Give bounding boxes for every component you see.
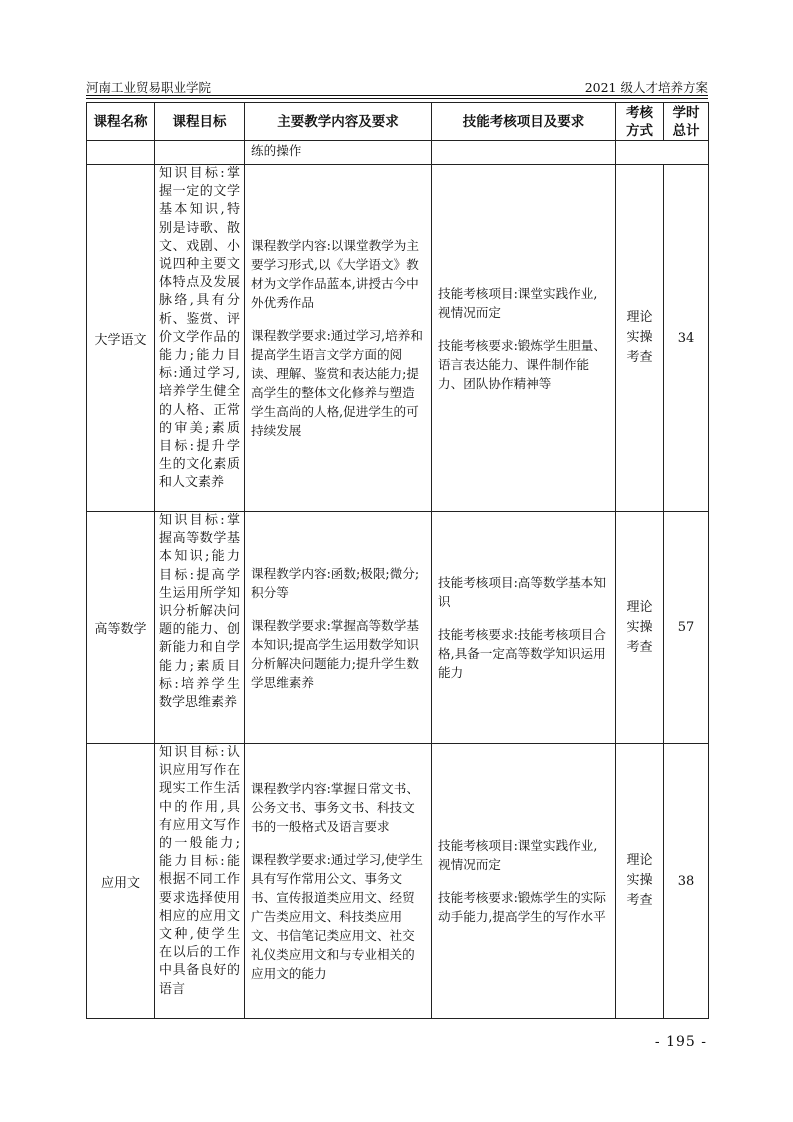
- course-content: 课程教学内容:以课堂教学为主要学习形式,以《大学语文》教材为文学作品蓝本,讲授古今中外优秀作品 课程教学要求:通过学习,培养和提高学生语言文学方面的阅读、理解、鉴赏和表达能力;提高学生的整体文化修养与塑造学生高尚的人格,促进学生的可持续发展: [245, 165, 432, 512]
- col-header-content: 主要教学内容及要求: [245, 103, 432, 141]
- table-row: [87, 512, 709, 744]
- header-rule-thin: [86, 98, 708, 99]
- course-name: 高等数学: [87, 512, 155, 744]
- school-name: 河南工业贸易职业学院: [86, 80, 212, 95]
- course-name: 应用文: [87, 744, 155, 1019]
- total-hours: 34: [664, 165, 709, 512]
- course-goal: 知识目标:认识应用写作在现实工作生活中的作用,具有应用文写作的一般能力;能力目标:能根据不同工作要求选择使用相应的应用文文种,使学生在以后的工作中具备良好的语言: [155, 744, 245, 1019]
- col-header-goal: 课程目标: [155, 103, 245, 141]
- plan-title: 2021 级人才培养方案: [584, 80, 708, 95]
- continuation-content: 练的操作: [245, 141, 432, 165]
- course-goal: 知识目标:掌握高等数学基本知识;能力目标:提高学生运用所学知识分析解决问题的能力、创新能力和自学能力;素质目标:培养学生数学思维素养: [155, 512, 245, 744]
- assessment-mode: 理论 实操 考查: [616, 744, 664, 1019]
- table-header-row: [87, 103, 709, 141]
- total-hours: 38: [664, 744, 709, 1019]
- course-goal: 知识目标:掌握一定的文学基本知识,特别是诗歌、散文、戏剧、小说四种主要文体特点及发展脉络,具有分析、鉴赏、评价文学作品的能力;能力目标:通过学习,培养学生健全的人格、正常的审美;素质目标:提升学生的文化素质和人文素养: [155, 165, 245, 512]
- course-content: 课程教学内容:掌握日常文书、公务文书、事务文书、科技文书的一般格式及语言要求 课程教学要求:通过学习,使学生具有写作常用公文、事务文书、宣传报道类应用文、经贸广告类应用文、科技类应用文、书信笔记类应用文、社交礼仪类应用文和与专业相关的应用文的能力: [245, 744, 432, 1019]
- table-row: [87, 165, 709, 512]
- course-skill: 技能考核项目:课堂实践作业,视情况而定 技能考核要求:锻炼学生胆量、语言表达能力、课件制作能力、团队协作精神等: [432, 165, 616, 512]
- col-header-skill: 技能考核项目及要求: [432, 103, 616, 141]
- col-header-mode: 考核 方式: [616, 103, 664, 141]
- header-rule: [86, 95, 708, 96]
- curriculum-table: [86, 102, 709, 1019]
- col-header-name: 课程名称: [87, 103, 155, 141]
- assessment-mode: 理论 实操 考查: [616, 512, 664, 744]
- course-skill: 技能考核项目:课堂实践作业,视情况而定 技能考核要求:锻炼学生的实际动手能力,提高学生的写作水平: [432, 744, 616, 1019]
- continuation-row: [87, 141, 709, 165]
- page-number: - 195 -: [654, 1034, 707, 1050]
- table-row: [87, 744, 709, 1019]
- course-name: 大学语文: [87, 165, 155, 512]
- assessment-mode: 理论 实操 考查: [616, 165, 664, 512]
- course-content: 课程教学内容:函数;极限;微分;积分等 课程教学要求:掌握高等数学基本知识;提高学生运用数学知识分析解决问题能力;提升学生数学思维素养: [245, 512, 432, 744]
- total-hours: 57: [664, 512, 709, 744]
- col-header-hours: 学时 总计: [664, 103, 709, 141]
- course-skill: 技能考核项目:高等数学基本知识 技能考核要求:技能考核项目合格,具备一定高等数学知识运用能力: [432, 512, 616, 744]
